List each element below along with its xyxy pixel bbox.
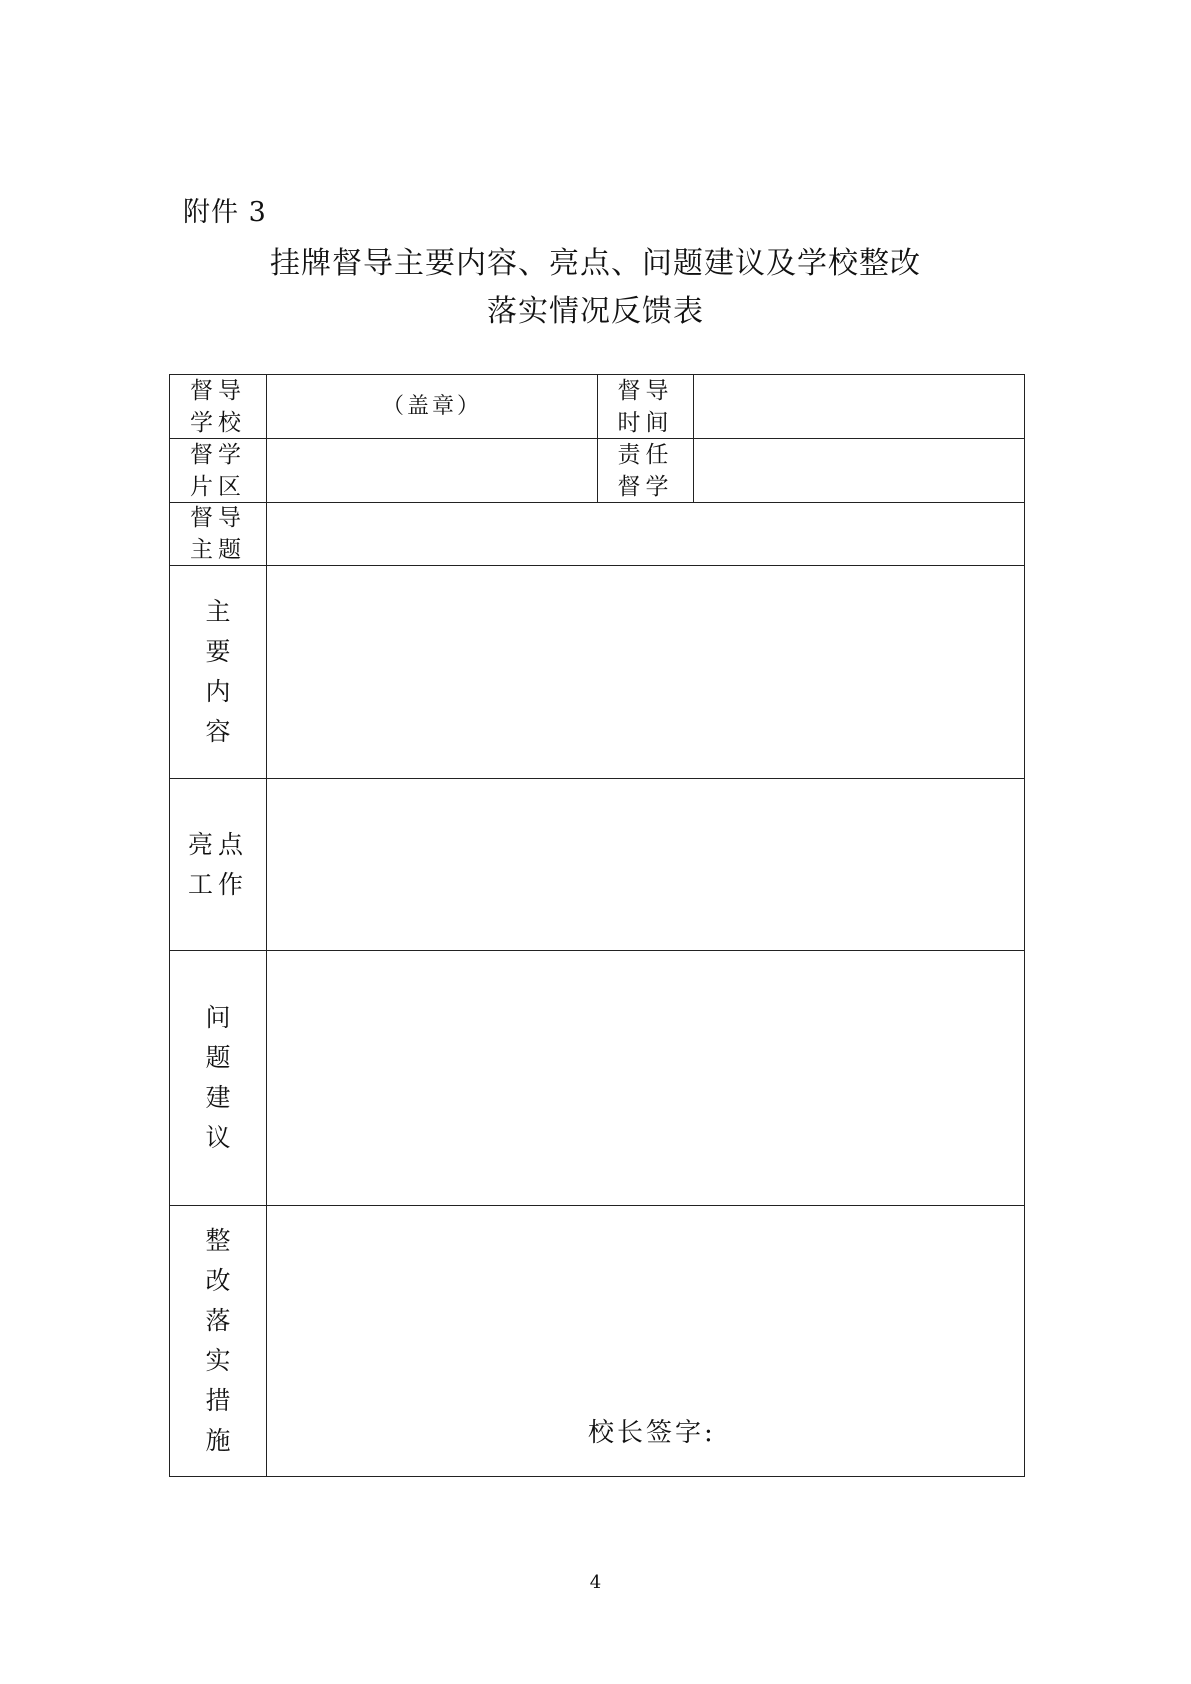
school-label — [170, 375, 266, 438]
district-label — [170, 439, 266, 502]
label-char: 题 — [205, 1043, 231, 1072]
form-title-line1: 挂牌督导主要内容、亮点、问题建议及学校整改 — [270, 246, 921, 281]
problems-label — [170, 951, 266, 1205]
time-label-line2: 时间 — [617, 409, 674, 436]
time-label — [598, 375, 693, 438]
page-number: 4 — [589, 1572, 602, 1593]
theme-field[interactable] — [267, 503, 1024, 565]
principal-signature-label: 校长签字: — [588, 1418, 716, 1448]
label-char: 实 — [205, 1346, 231, 1375]
label-char: 措 — [205, 1386, 231, 1415]
responsible-field[interactable] — [694, 439, 1024, 502]
label-char: 问 — [205, 1003, 231, 1032]
main-content-label — [170, 566, 266, 778]
main-content-field[interactable] — [267, 566, 1024, 778]
label-char: 议 — [205, 1123, 231, 1152]
problems-field[interactable] — [267, 951, 1024, 1205]
highlights-label — [170, 779, 266, 950]
time-label-line1: 督导 — [617, 377, 674, 404]
district-label-line2: 片区 — [190, 473, 246, 500]
rectification-label — [170, 1206, 266, 1476]
form-title-line2: 落实情况反馈表 — [487, 294, 704, 329]
time-field[interactable] — [694, 375, 1024, 438]
label-char: 内 — [205, 677, 231, 706]
responsible-label-line2: 督学 — [617, 473, 674, 500]
district-label-line1: 督学 — [190, 441, 246, 468]
label-char: 要 — [205, 637, 231, 666]
seal-note: （盖章） — [381, 393, 482, 419]
label-char: 施 — [205, 1426, 231, 1455]
highlights-label-line2: 工作 — [187, 869, 248, 899]
label-char: 整 — [205, 1226, 231, 1255]
school-label-line1: 督导 — [190, 377, 246, 404]
theme-label — [170, 503, 266, 565]
highlights-field[interactable] — [267, 779, 1024, 950]
school-label-line2: 学校 — [190, 409, 246, 436]
attachment-label: 附件 3 — [183, 197, 267, 228]
district-field[interactable] — [267, 439, 597, 502]
highlights-label-line1: 亮点 — [187, 829, 248, 859]
label-char: 主 — [205, 597, 231, 626]
school-field[interactable] — [267, 375, 597, 438]
label-char: 建 — [205, 1083, 231, 1112]
theme-label-line2: 主题 — [190, 537, 246, 563]
responsible-label — [598, 439, 693, 502]
label-char: 改 — [205, 1266, 231, 1295]
label-char: 容 — [205, 717, 231, 746]
responsible-label-line1: 责任 — [617, 441, 674, 468]
theme-label-line1: 督导 — [190, 505, 246, 531]
label-char: 落 — [205, 1306, 231, 1335]
feedback-form-table — [169, 374, 1025, 1477]
